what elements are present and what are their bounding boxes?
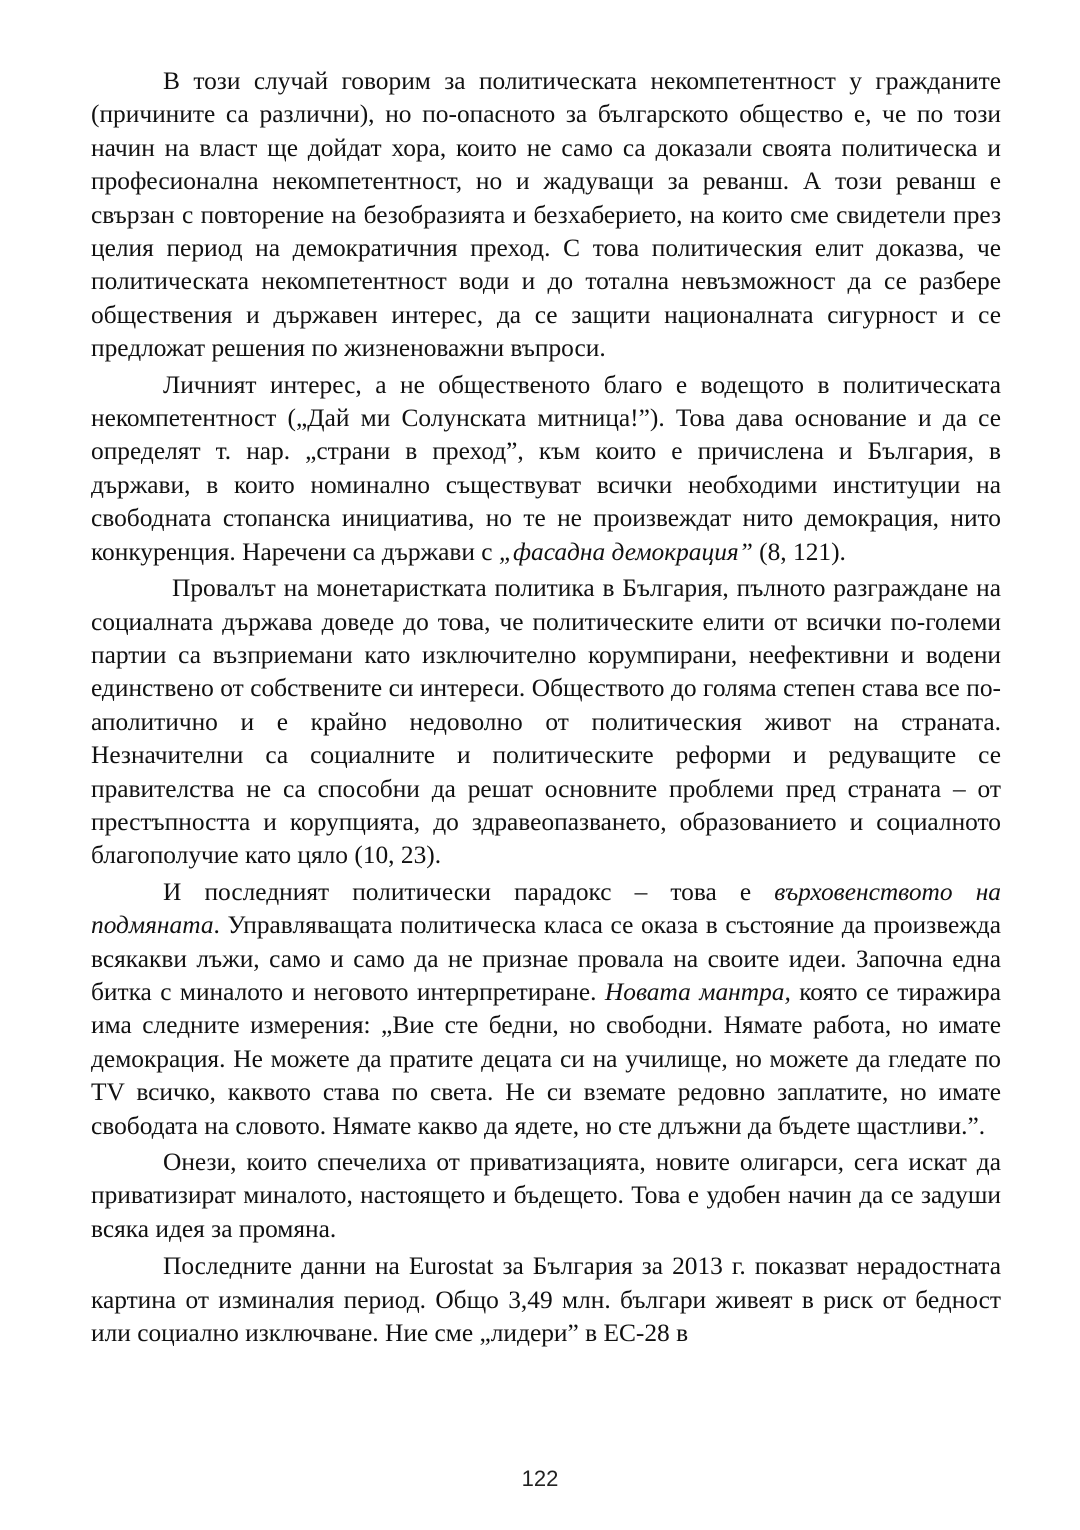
paragraph-5	[91, 1146, 1001, 1246]
citation: (8, 121).	[752, 537, 846, 566]
paragraph-4-text-b: . Управляващата политическа класа се оказа в състояние да произвежда всякакви лъжи, само и само да не признае провала на своите идеи. Започна една битка с миналото и неговото интерпретиране.	[91, 911, 1001, 1006]
paragraph-6	[91, 1250, 1001, 1350]
paragraph-2-text: Личният интерес, а не общественото благо е водещото в политическата некомпетентност („Дай ми Солунската митница!”). Това дава основание и да се определят т. нар. „страни в преход”, към които е причислена и България, в държави, в които номинално съществуват всички необходими институции на свободната стопанска инициатива, но те не произвеждат нито демокрация, нито конкуренция. Наречени са държави с	[91, 370, 1001, 566]
paragraph-1-text: В този случай говорим за политическата некомпетентност у гражданите (причините са различни), но по-опасното за българското общество е, че по този начин на власт ще дойдат хора, които не само са доказали своята политическа и професионална некомпетентност, но и жадуващи за реванш. А този реванш е свързан с повторение на безобразията и безхаберието, на които сме свидетели през целия период на демократичния преход. С това политическия елит доказва, че политическата некомпетентност води и до тотална невъзможност да се разбере обществения и държавен интерес, да се защити националната сигурност и се предложат решения по жизненоважни въпроси.	[91, 67, 1001, 363]
paragraph-6-text: Последните данни на Eurostat за България за 2013 г. показват нерадостната картина от изминалия период. Общо 3,49 млн. българи живеят в риск от бедност или социално изключване. Ние сме „лидери” в ЕС-28 в	[91, 1252, 1001, 1348]
paragraph-3-text: Провалът на монетаристката политика в България, пълното разграждане на социалната държава доведе до това, че политическите елити от всички по-големи партии са възприемани като изключително корумпирани, неефективни и водени единствено от собствените си интереси. Обществото до голяма степен става все по-аполитично и е крайно недоволно от политическия живот на страната. Незначителни са социалните и политическите реформи и редуващите се правителства не са способни да решат основните проблеми пред страната – от престъпността и корупцията, до здравеопазването, образованието и социалното благополучие като цяло (10, 23).	[91, 574, 1001, 870]
paragraph-5-text: Онези, които спечелиха от приватизацията, новите олигарси, сега искат да приватизират миналото, настоящето и бъдещето. Това е удобен начин да се задуши всяка идея за промяна.	[91, 1148, 1001, 1243]
italic-term-supremacy-of-substitution: върховенството на подмяната	[91, 877, 1001, 940]
paragraph-4	[91, 876, 1001, 1143]
paragraph-1	[91, 65, 1001, 366]
paragraph-2	[91, 369, 1001, 569]
paragraph-3	[91, 572, 1001, 873]
italic-term-facade-democracy: „фасадна демокрация”	[498, 537, 753, 566]
italic-term-new-mantra: Новата мантра,	[604, 977, 791, 1006]
body-text	[91, 65, 1001, 1350]
paragraph-4-text-a: И последният политически парадокс – това е	[163, 877, 775, 906]
page-number: 122	[521, 1466, 559, 1491]
paragraph-4-text-c: която се тиражира има следните измерения: „Вие сте бедни, но свободни. Нямате работа, но имате демокрация. Не можете да пратите децата си на училище, но можете да гледате по TV всичко, каквото става по света. Не си вземате редовно заплатите, но имате свободата на словото. Нямате какво да ядете, но сте длъжни да бъдете щастливи.”.	[91, 977, 1001, 1140]
